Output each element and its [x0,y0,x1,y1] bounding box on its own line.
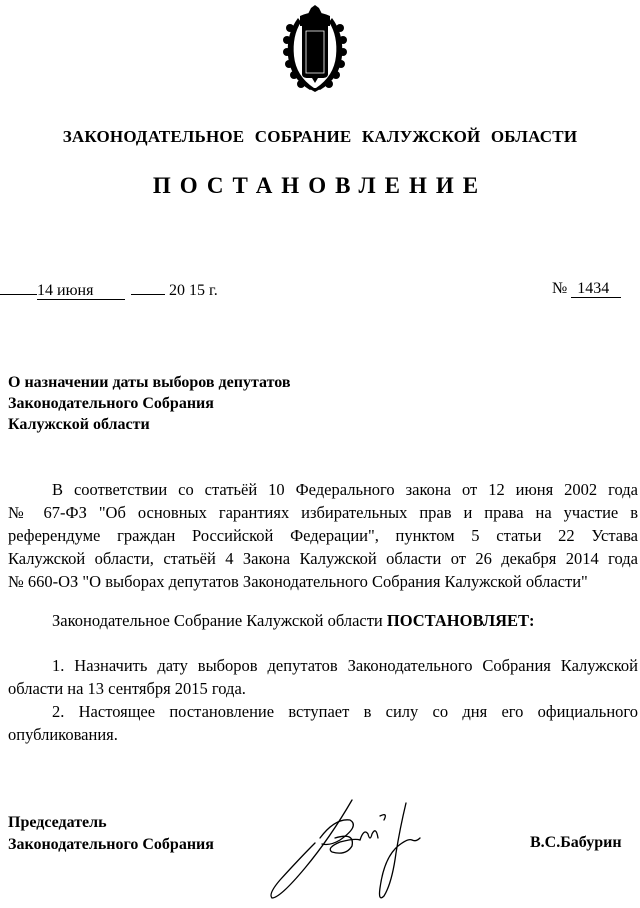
subject-line: О назначении даты выборов депутатов [8,374,291,391]
resolves-text: Законодательное Собрание Калужской области [52,611,387,630]
signatory-title [8,812,214,856]
item-2-line: 2. Настоящее постановление вступает в силу со дня его официального [52,702,638,721]
number-value: 1434 [571,280,621,298]
organization-title: ЗАКОНОДАТЕЛЬНОЕ СОБРАНИЕ КАЛУЖСКОЙ ОБЛАСТИ [62,127,578,146]
item-2-line: опубликования. [8,725,118,744]
document-type-title: ПОСТАНОВЛЕНИЕ [152,173,488,198]
preamble-line: Калужской области, статьёй 4 Закона Калужской области от 26 декабря 2014 года [8,549,638,568]
date-underline [0,294,37,295]
signatory-title-line: Законодательного Собрания [8,836,214,853]
resolves-keyword: ПОСТАНОВЛЯЕТ: [386,611,535,630]
document-number [552,280,621,298]
signatory-title-line: Председатель [8,814,107,831]
preamble-line: № 660-ОЗ "О выборах депутатов Законодательного Собрания Калужской области" [8,572,588,591]
item-1-line: 1. Назначить дату выборов депутатов Законодательного Собрания Калужской [52,656,638,675]
date-year-suffix: 15 г. [189,282,218,299]
preamble-line: референдуме граждан Российской Федерации", пунктом 5 статьи 22 Устава [8,526,638,545]
preamble-line: № 67-ФЗ "Об основных гарантиях избирательных прав и права на участие в [8,503,638,522]
document-date [0,282,218,300]
item-1-line: области на 13 сентября 2015 года. [8,679,246,698]
document-subject [8,372,291,435]
number-label: № [552,280,568,297]
resolves-paragraph [8,609,638,632]
subject-line: Калужской области [8,416,150,433]
date-day-month: 14 июня [37,282,125,300]
preamble-paragraph [8,478,638,593]
date-year-prefix: 20 [169,282,185,299]
preamble-line: В соответствии со статьёй 10 Федерального закона от 12 июня 2002 года [52,480,638,499]
resolution-items [8,654,638,746]
signatory-name: В.С.Бабурин [530,834,622,851]
coat-of-arms-icon [270,4,360,94]
date-underline [131,294,165,295]
handwritten-signature-icon [260,798,440,903]
subject-line: Законодательного Собрания [8,395,214,412]
